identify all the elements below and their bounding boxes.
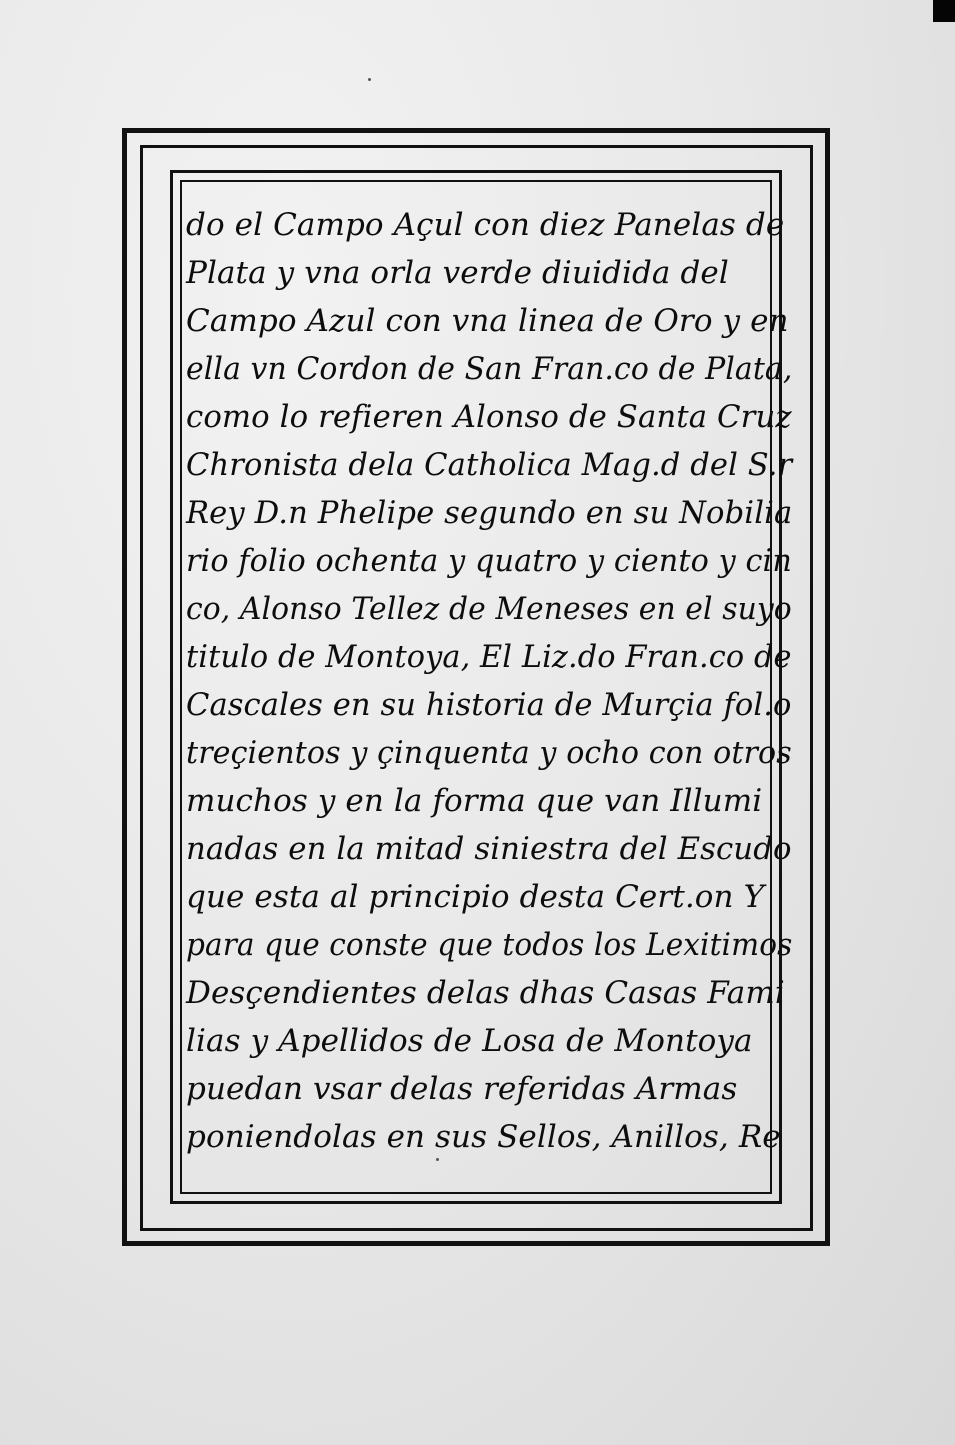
text-line: lias y Apellidos de Losa de Montoya (186, 1023, 753, 1059)
text-line: Desçendientes delas dhas Casas Fami (186, 975, 785, 1011)
text-line: co, Alonso Tellez de Meneses en el suyo (186, 591, 792, 627)
text-line: treçientos y çinquenta y ocho con otros (186, 735, 792, 771)
text-line: que esta al principio desta Cert.on Y (186, 879, 765, 915)
text-line: Cascales en su historia de Murçia fol.o (186, 687, 792, 723)
ink-speck (368, 78, 371, 81)
text-line: como lo refieren Alonso de Santa Cruz (186, 399, 792, 435)
text-line: poniendolas en sus Sellos, Anillos, Re (186, 1119, 781, 1155)
text-line: ella vn Cordon de San Fran.co de Plata, (186, 351, 793, 387)
text-line: puedan vsar delas referidas Armas (186, 1071, 738, 1107)
text-line: muchos y en la forma que van Illumi (186, 783, 763, 819)
text-line: do el Campo Açul con diez Panelas de (186, 207, 785, 243)
corner-scan-mark (933, 0, 955, 22)
text-line: Rey D.n Phelipe segundo en su Nobilia (186, 495, 793, 531)
text-line: nadas en la mitad siniestra del Escudo (186, 831, 792, 867)
text-line: rio folio ochenta y quatro y ciento y cin (186, 543, 792, 579)
text-line: para que conste que todos los Lexitimos (186, 927, 793, 963)
manuscript-text (186, 198, 806, 1158)
text-line: titulo de Montoya, El Liz.do Fran.co de (186, 639, 792, 675)
text-line: Chronista dela Catholica Mag.d del S.r (186, 447, 793, 483)
text-line: Plata y vna orla verde diuidida del (186, 255, 729, 291)
text-line: Campo Azul con vna linea de Oro y en (186, 303, 789, 339)
